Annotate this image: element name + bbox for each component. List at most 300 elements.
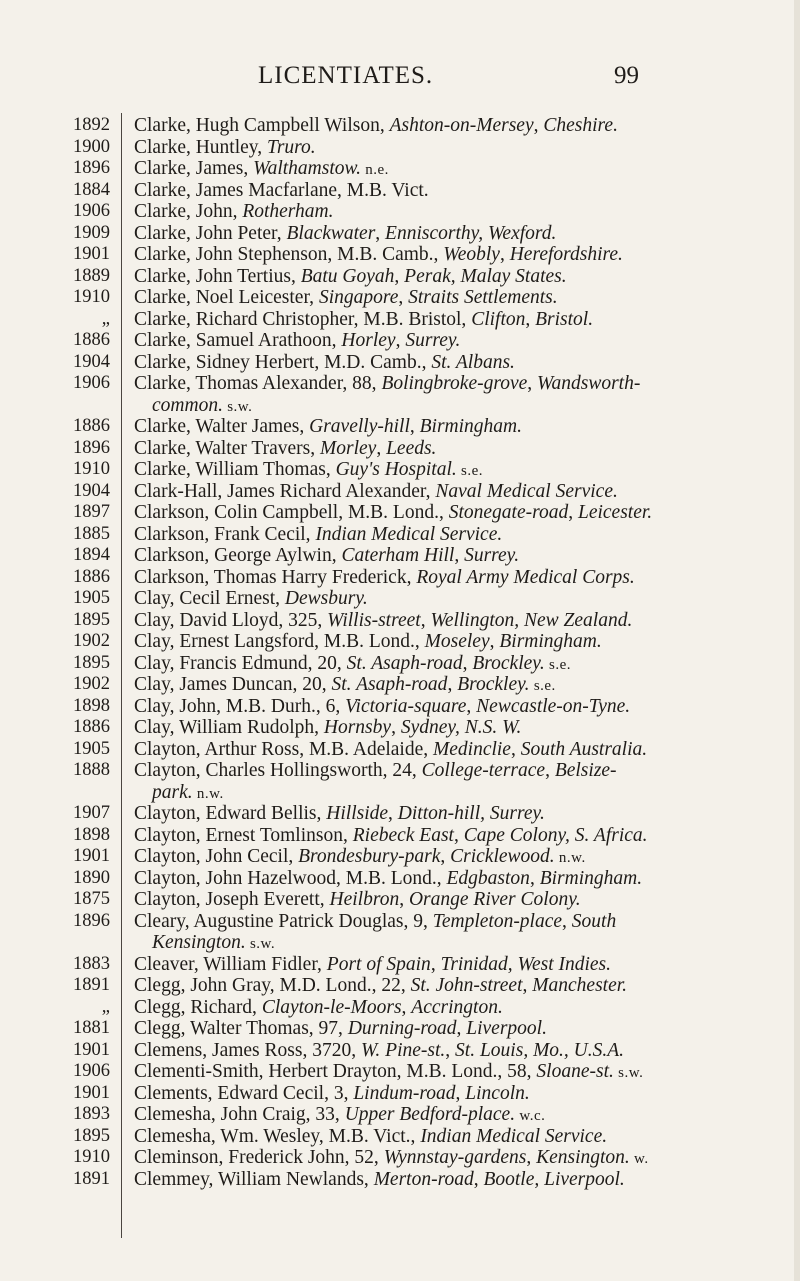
entry-district: s.w. (245, 936, 276, 952)
entry-name: Clayton, Edward Bellis, (134, 803, 327, 824)
register-entry (0, 309, 800, 331)
entry-place: Merton-road (373, 1168, 474, 1190)
entry-locality: Cape Colony, S. Africa. (463, 824, 648, 846)
entry-year: 1896 (73, 437, 110, 458)
entry-line (134, 1061, 800, 1083)
entry-place: St. John-street (410, 975, 523, 996)
entry-line (134, 588, 800, 610)
entry-locality: Straits Settlements. (408, 287, 558, 308)
entry-year: 1896 (73, 910, 110, 931)
entry-separator: , (533, 115, 544, 136)
entry-separator: s.e. (456, 463, 484, 479)
entry-separator: , (562, 910, 572, 932)
entry-separator: , (568, 502, 578, 523)
entry-locality: Brockley. (472, 652, 545, 674)
entry-locality: Liverpool. (466, 1018, 547, 1039)
entry-year: 1894 (73, 545, 110, 565)
entry-place: Victoria-square (345, 695, 467, 717)
entry-place: Blackwater (286, 222, 376, 244)
register-entry (0, 244, 800, 266)
entry-locality: Kensington. (536, 1147, 630, 1168)
entry-year: 1890 (73, 867, 110, 888)
entry-line (134, 287, 800, 309)
entry-name: Clayton, Ernest Tomlinson, (134, 824, 353, 846)
entry-name: Clark-Hall, James Richard Alexander, (134, 480, 436, 502)
entry-line (134, 825, 800, 847)
entry-separator: , (473, 1168, 484, 1190)
register-entry (0, 1083, 800, 1105)
entry-name: Clarke, Richard Christopher, M.B. Bristol, (134, 308, 472, 330)
register-entry (0, 1061, 800, 1083)
entry-place: Truro. (267, 136, 316, 158)
entry-year: 1886 (73, 330, 110, 350)
entry-year: 1892 (73, 115, 110, 135)
register-entry (0, 287, 800, 309)
entry-locality: Cheshire. (543, 115, 618, 136)
entry-place: Clayton-le-Moors (261, 996, 402, 1018)
entry-separator: , (447, 674, 458, 695)
entry-year: 1883 (73, 953, 110, 974)
entry-name: Clayton, John Hazelwood, M.B. Lond., (134, 867, 447, 889)
entry-line (134, 201, 800, 223)
entry-place: Batu Goyah (300, 265, 395, 287)
entry-place: Upper Bedford-place. (344, 1104, 516, 1125)
entry-year: 1886 (73, 717, 110, 737)
entry-line (134, 1104, 800, 1126)
entry-name: Clarke, James Macfarlane, M.B. Vict. (134, 179, 429, 201)
entry-place: Naval Medical Service. (435, 480, 618, 502)
entry-place: Dewsbury. (284, 588, 368, 609)
entry-continuation-place: common. (152, 394, 223, 416)
entry-separator: , (440, 846, 451, 867)
entry-name: Cleminson, Frederick John, 52, (134, 1147, 384, 1168)
register-entry (0, 137, 800, 159)
entry-year: 1898 (73, 824, 110, 845)
entry-place: St. Albans. (431, 351, 515, 373)
entry-district: s.w. (222, 398, 253, 415)
entry-name: Clayton, Joseph Everett, (134, 889, 330, 910)
entry-place: Indian Medical Service. (315, 523, 503, 545)
register-entry (0, 266, 800, 288)
entry-locality: Belsize- (554, 760, 617, 781)
entry-separator: , (526, 1147, 537, 1168)
register-entry (0, 954, 800, 976)
register-entry (0, 1147, 800, 1169)
entry-name: Clayton, Arthur Ross, M.B. Adelaide, (134, 738, 433, 760)
entry-name: Clarke, Huntley, (134, 136, 268, 158)
entry-line (134, 846, 800, 868)
entry-locality: Ditton-hill, Surrey. (397, 803, 545, 824)
entry-year: 1904 (73, 480, 110, 501)
running-title: LICENTIATES. (258, 62, 434, 89)
entry-line (134, 115, 800, 137)
entry-place: W. Pine-st. (360, 1039, 446, 1061)
entry-name: Clarke, James, (134, 158, 254, 179)
entry-year: 1901 (73, 1082, 110, 1103)
entry-separator: , (455, 1082, 466, 1104)
entry-year: 1900 (73, 136, 110, 157)
entry-line (134, 674, 800, 696)
entry-year: 1910 (73, 459, 110, 479)
entry-separator: , (454, 545, 465, 566)
register-entry (0, 868, 800, 890)
entry-year: 1910 (73, 287, 110, 307)
entry-separator: , (489, 631, 500, 652)
entry-name: Clarke, William Thomas, (134, 459, 336, 480)
register-entry (0, 760, 800, 803)
entry-place: Moseley (424, 631, 490, 652)
entry-locality: St. Louis, Mo., U.S.A. (455, 1039, 625, 1061)
entry-year: 1895 (73, 1125, 110, 1146)
entry-place: Ashton-on-Mersey (389, 115, 534, 136)
entry-line (134, 653, 800, 675)
entry-year: 1906 (73, 201, 110, 221)
entry-separator: , (525, 308, 536, 330)
entry-line (134, 481, 800, 503)
entry-place: Clifton (471, 308, 526, 330)
register-entry (0, 739, 800, 761)
entry-name: Clarkson, George Aylwin, (134, 545, 342, 566)
entry-year: 1901 (73, 1039, 110, 1060)
register-entry (0, 717, 800, 739)
entry-locality: Trinidad, West Indies. (440, 953, 612, 975)
entry-separator: , (391, 717, 401, 738)
register-entry (0, 610, 800, 632)
entry-line (134, 309, 800, 331)
entry-line (134, 459, 800, 481)
entry-name: Clay, Cecil Ernest, (134, 588, 285, 609)
register-entry (0, 330, 800, 352)
entry-continuation (152, 395, 800, 417)
entry-name: Cleary, Augustine Patrick Douglas, 9, (134, 910, 433, 932)
entry-place: Stonegate-road (448, 502, 569, 523)
entry-locality: Surrey. (405, 330, 461, 351)
entry-name: Clarkson, Thomas Harry Frederick, (134, 566, 417, 588)
register-entry (0, 438, 800, 460)
register-entry (0, 481, 800, 503)
entry-locality: Bristol. (535, 308, 594, 330)
entry-name: Clements, Edward Cecil, 3, (134, 1082, 354, 1104)
entry-separator: , (527, 373, 538, 394)
entry-locality: Enniscorthy, Wexford. (385, 222, 557, 244)
entry-place: Hillside (326, 803, 389, 824)
entry-line (134, 1040, 800, 1062)
entry-name: Clarke, Sidney Herbert, M.D. Camb., (134, 351, 432, 373)
entry-line (134, 545, 800, 567)
entry-place: Willis-street (327, 609, 421, 631)
register-entry (0, 631, 800, 653)
register-entry (0, 567, 800, 589)
entry-name: Clarkson, Frank Cecil, (134, 523, 316, 545)
register-entry (0, 825, 800, 847)
entry-place: College-terrace (421, 760, 546, 781)
register-entry (0, 223, 800, 245)
register-entry (0, 997, 800, 1019)
entry-year: 1885 (73, 523, 110, 544)
entry-place: Gravelly-hill (309, 416, 410, 437)
entry-line (134, 631, 800, 653)
register-entry (0, 1126, 800, 1148)
register-entry (0, 158, 800, 180)
entry-year: 1906 (73, 1061, 110, 1081)
register-entry (0, 911, 800, 954)
entry-line (134, 502, 800, 524)
entry-separator: , (499, 244, 510, 265)
entry-separator: , (522, 975, 533, 996)
register-entry (0, 201, 800, 223)
entry-year: 1901 (73, 244, 110, 264)
page-number: 99 (614, 62, 639, 89)
entry-separator: , (388, 803, 398, 824)
entry-locality: Birmingham. (499, 631, 602, 652)
entry-line (134, 760, 800, 782)
entry-year: 1909 (73, 222, 110, 243)
entry-year: 1910 (73, 1147, 110, 1167)
register-entry (0, 1104, 800, 1126)
entry-locality: Wandsworth- (537, 373, 641, 394)
register-entry (0, 1018, 800, 1040)
entry-year: 1888 (73, 760, 110, 780)
entry-line (134, 416, 800, 438)
entry-place: Medinclie (433, 738, 511, 760)
entry-name: Clementi-Smith, Herbert Drayton, M.B. Lond., 58, (134, 1061, 537, 1082)
entry-locality: South Australia. (520, 738, 648, 760)
entry-separator: , (510, 738, 521, 760)
entry-line (134, 610, 800, 632)
entry-place: Durning-road (347, 1018, 457, 1039)
entry-name: Clarke, John Peter, (134, 222, 287, 244)
entry-locality: Perak, Malay States. (404, 265, 567, 287)
entry-year: 1891 (73, 975, 110, 995)
entry-name: Clegg, Walter Thomas, 97, (134, 1018, 348, 1039)
entry-place: Templeton-place (432, 910, 563, 932)
entry-name: Clegg, Richard, (134, 996, 262, 1018)
entry-line (134, 803, 800, 825)
register-entries (0, 115, 800, 1190)
entry-locality: South (571, 910, 617, 932)
register-entry (0, 1169, 800, 1191)
register-entry (0, 846, 800, 868)
entry-year: 1881 (73, 1018, 110, 1038)
register-entry (0, 588, 800, 610)
entry-continuation (152, 932, 800, 954)
entry-locality: Herefordshire. (509, 244, 623, 265)
entry-separator: , (456, 1018, 467, 1039)
entry-line (134, 1147, 800, 1169)
entry-place: Port of Spain (326, 953, 431, 975)
entry-year: 1875 (73, 889, 110, 909)
entry-name: Clay, William Rudolph, (134, 717, 324, 738)
entry-separator: n.e. (360, 162, 389, 178)
entry-name: Clemmey, William Newlands, (134, 1168, 374, 1190)
entry-year: 1884 (73, 179, 110, 200)
entry-place: Bolingbroke-grove (381, 373, 528, 394)
entry-place: Weobly (443, 244, 500, 265)
entry-name: Clarke, Noel Leicester, (134, 287, 319, 308)
entry-district: s.e. (529, 678, 556, 694)
entry-place: Brondesbury-park (298, 846, 441, 867)
entry-line (134, 266, 800, 288)
entry-place: Hornsby (323, 717, 392, 738)
entry-year: 1905 (73, 738, 110, 759)
register-entry (0, 545, 800, 567)
entry-place: Sloane-st. (536, 1061, 614, 1082)
entry-name: Clarke, John Tertius, (134, 265, 301, 287)
entry-separator: , (394, 265, 405, 287)
entry-year: 1896 (73, 158, 110, 178)
entry-district: n.w. (192, 785, 224, 802)
entry-locality: Accrington. (411, 996, 503, 1018)
entry-name: Clay, Francis Edmund, 20, (134, 652, 347, 674)
entry-locality: Leeds. (386, 437, 437, 459)
entry-name: Clarke, Walter James, (134, 416, 310, 437)
entry-separator: , (399, 889, 409, 910)
entry-locality: Cricklewood. (450, 846, 555, 867)
register-entry (0, 459, 800, 481)
entry-year: 1905 (73, 588, 110, 608)
entry-line (134, 997, 800, 1019)
register-entry (0, 524, 800, 546)
entry-line (134, 330, 800, 352)
entry-line (134, 352, 800, 374)
entry-year: 1895 (73, 652, 110, 673)
register-entry (0, 803, 800, 825)
entry-name: Clarke, Walter Travers, (134, 437, 320, 459)
entry-place: Rotherham. (242, 201, 334, 222)
entry-year: 1889 (73, 265, 110, 286)
register-entry (0, 889, 800, 911)
entry-separator: , (398, 287, 409, 308)
entry-place: St. Asaph-road (331, 674, 448, 695)
entry-line (134, 889, 800, 911)
entry-separator: , (395, 330, 406, 351)
entry-name: Clarke, John, (134, 201, 243, 222)
entry-line (134, 911, 800, 933)
entry-line (134, 567, 800, 589)
entry-year: 1891 (73, 1168, 110, 1189)
entry-locality: Birmingham. (419, 416, 522, 437)
register-entry (0, 180, 800, 202)
entry-place: Singapore (318, 287, 399, 308)
entry-name: Clayton, John Cecil, (134, 846, 299, 867)
entry-separator: , (545, 760, 555, 781)
entry-separator: s.w. (613, 1065, 644, 1081)
entry-locality: Bootle, Liverpool. (483, 1168, 625, 1190)
entry-continuation-place: Kensington. (152, 932, 246, 953)
entry-name: Clarke, Samuel Arathoon, (134, 330, 342, 351)
entry-name: Clemesha, Wm. Wesley, M.B. Vict., (134, 1125, 421, 1147)
entry-line (134, 1126, 800, 1148)
entry-place: Indian Medical Service. (420, 1125, 608, 1147)
entry-year: „ (101, 308, 110, 329)
entry-line (134, 373, 800, 395)
entry-line (134, 524, 800, 546)
entry-locality: Wellington, New Zealand. (430, 609, 633, 631)
entry-line (134, 717, 800, 739)
entry-locality: Sydney, N.S. W. (400, 717, 522, 738)
entry-line (134, 223, 800, 245)
entry-place: Guy's Hospital. (335, 459, 457, 480)
register-entry (0, 696, 800, 718)
entry-line (134, 1083, 800, 1105)
entry-year: 1901 (73, 846, 110, 866)
page-header (0, 62, 800, 102)
entry-name: Clay, David Lloyd, 325, (134, 609, 328, 631)
entry-continuation-place: park. (152, 781, 193, 803)
entry-name: Clayton, Charles Hollingsworth, 24, (134, 760, 422, 781)
entry-year: 1902 (73, 674, 110, 694)
entry-separator: , (445, 1039, 456, 1061)
entry-place: Wynnstay-gardens (383, 1147, 527, 1168)
entry-district: n.w. (554, 850, 586, 866)
entry-line (134, 868, 800, 890)
entry-locality: Leicester. (577, 502, 653, 523)
entry-name: Clay, John, M.B. Durh., 6, (134, 695, 346, 717)
entry-locality: Brockley. (457, 674, 530, 695)
entry-separator: , (453, 824, 464, 846)
entry-continuation (152, 782, 800, 804)
entry-year: 1895 (73, 609, 110, 630)
entry-line (134, 954, 800, 976)
register-entry (0, 674, 800, 696)
entry-line (134, 1169, 800, 1191)
entry-year: „ (101, 996, 110, 1017)
entry-year: 1902 (73, 631, 110, 651)
entry-name: Clay, Ernest Langsford, M.B. Lond., (134, 631, 425, 652)
entry-separator: , (529, 867, 540, 889)
entry-place: Riebeck East (352, 824, 454, 846)
entry-locality: Orange River Colony. (408, 889, 581, 910)
entry-line (134, 739, 800, 761)
entry-name: Cleaver, William Fidler, (134, 953, 327, 975)
entry-locality: Newcastle-on-Tyne. (476, 695, 631, 717)
entry-separator: , (401, 996, 412, 1018)
entry-place: Morley (320, 437, 377, 459)
entry-name: Clemens, James Ross, 3720, (134, 1039, 361, 1061)
entry-place: Walthamstow. (253, 158, 361, 179)
entry-name: Clarkson, Colin Campbell, M.B. Lond., (134, 502, 449, 523)
entry-place: Caterham Hill (341, 545, 455, 566)
register-entry (0, 653, 800, 675)
entry-line (134, 975, 800, 997)
entry-district: s.e. (544, 656, 571, 673)
register-entry (0, 352, 800, 374)
entry-year: 1886 (73, 566, 110, 587)
entry-place: Horley (341, 330, 396, 351)
entry-separator: , (462, 652, 473, 674)
entry-separator: , (420, 609, 431, 631)
entry-year: 1907 (73, 803, 110, 823)
entry-name: Clarke, Thomas Alexander, 88, (134, 373, 382, 394)
entry-line (134, 696, 800, 718)
entry-district: w. (629, 1151, 649, 1167)
entry-name: Clemesha, John Craig, 33, (134, 1104, 345, 1125)
register-entry (0, 115, 800, 137)
entry-separator: , (375, 222, 386, 244)
register-entry (0, 502, 800, 524)
entry-locality: Surrey. (464, 545, 520, 566)
entry-year: 1893 (73, 1104, 110, 1124)
entry-line (134, 158, 800, 180)
entry-year: 1886 (73, 416, 110, 436)
entry-year: 1904 (73, 351, 110, 372)
entry-line (134, 1018, 800, 1040)
register-entry (0, 373, 800, 416)
entry-year: 1906 (73, 373, 110, 393)
entry-line (134, 137, 800, 159)
entry-name: Clegg, John Gray, M.D. Lond., 22, (134, 975, 411, 996)
entry-separator: , (430, 953, 441, 975)
